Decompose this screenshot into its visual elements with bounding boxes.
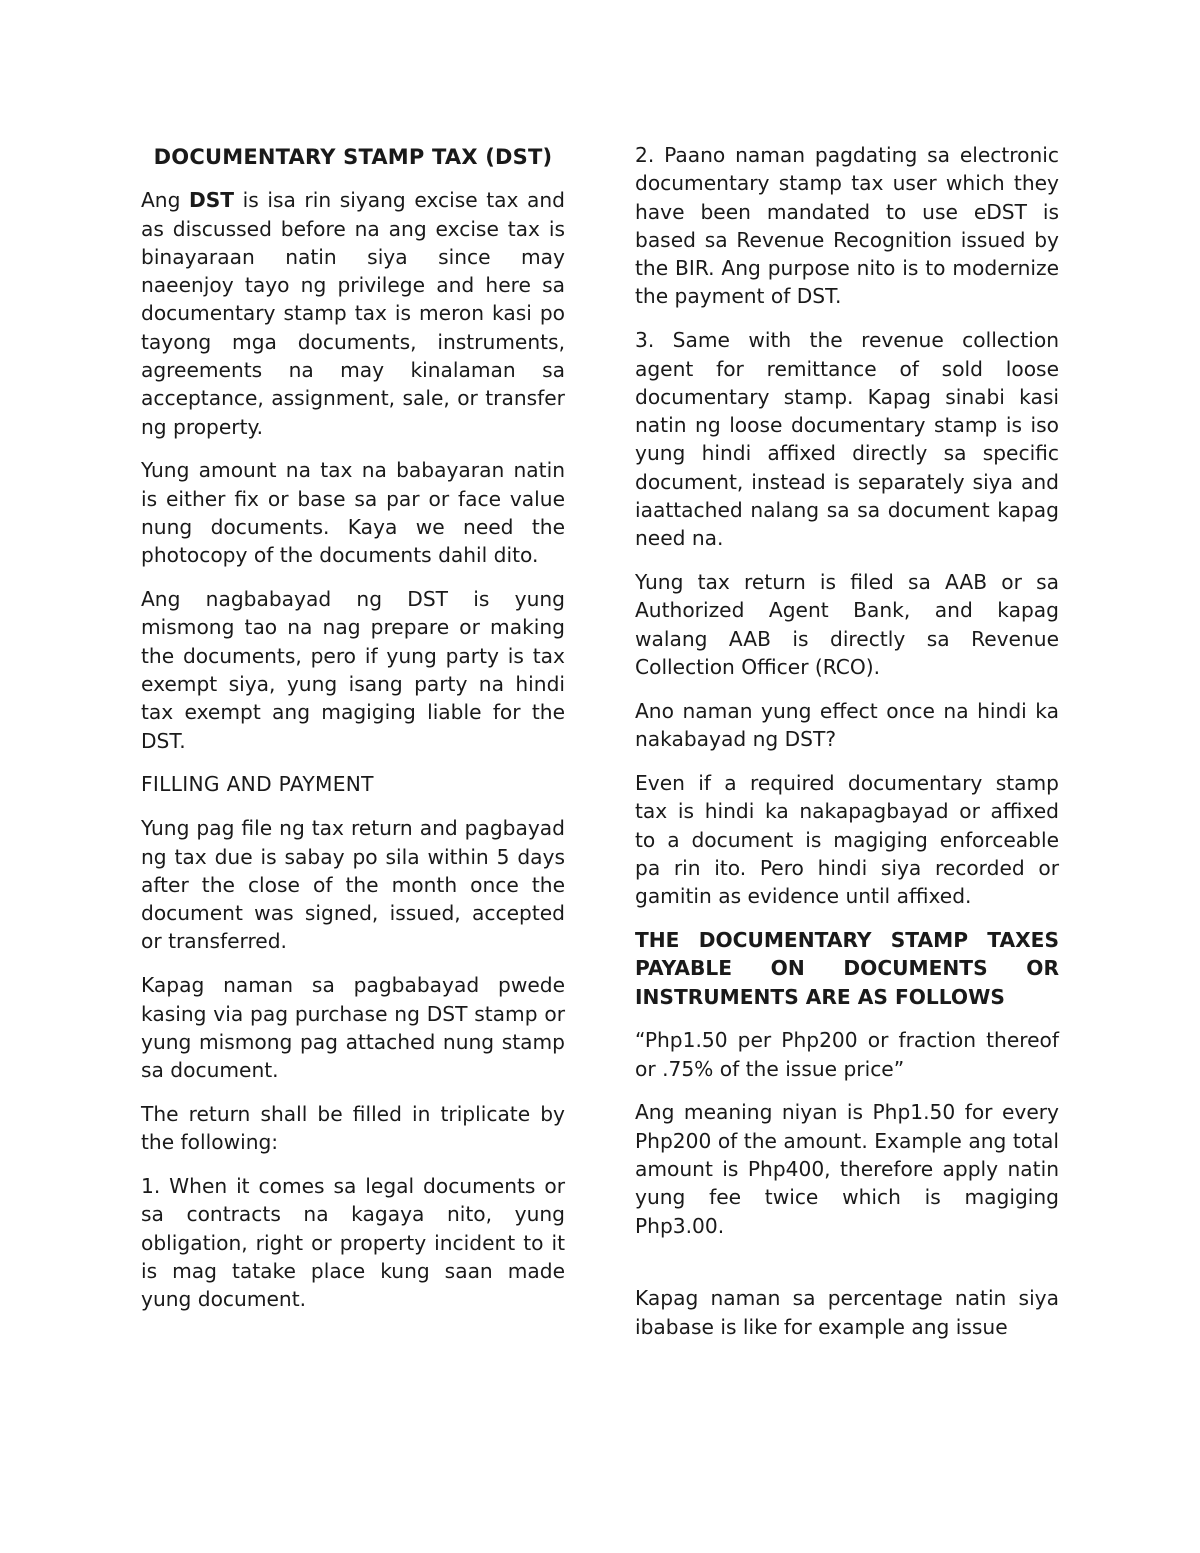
meaning-paragraph: Ang meaning niyan is Php1.50 for every Php200 of the amount. Example ang total amount is Php400, therefore apply natin yung fee twice which is magiging Php3.00.	[635, 1100, 1059, 1238]
blank-line	[635, 1255, 1059, 1284]
document-title: DOCUMENTARY STAMP TAX (DST)	[153, 145, 553, 169]
return-paragraph: Yung tax return is filed sa AAB or sa Authorized Agent Bank, and kapag walang AAB is directly sa Revenue Collection Officer (RCO).	[635, 570, 1059, 680]
right-column	[635, 141, 1059, 1356]
effect-answer: Even if a required documentary stamp tax is hindi ka nakapagbayad or affixed to a document is magiging enforceable pa rin ito. Pero hindi siya recorded or gamitin as evidence until affixed.	[635, 770, 1059, 909]
taxes-heading: THE DOCUMENTARY STAMP TAXES PAYABLE ON DOCUMENTS OR INSTRUMENTS ARE AS FOLLOWS	[635, 927, 1059, 1009]
intro-rest: is isa rin siyang excise tax and as discussed before na ang excise tax is binayaraan natin siya since may naeenjoy tayo ng privilege and here sa documentary stamp tax is meron kasi po tayong mga documents, instruments, agreements na may kinalaman sa acceptance, assignment, sale, or transfer ng property.	[141, 188, 565, 439]
left-column	[141, 141, 565, 1329]
payer-paragraph: Ang nagbabayad ng DST is yung mismong tao na nag prepare or making the documents, pero if yung party is tax exempt siya, yung isang party na hindi tax exempt ang magiging liable for the DST.	[141, 587, 565, 753]
purchase-paragraph: Kapag naman sa pagbabayad pwede kasing via pag purchase ng DST stamp or yung mismong pag attached nung stamp sa document.	[141, 973, 565, 1083]
amount-paragraph: Yung amount na tax na babayaran natin is either fix or base sa par or face value nung documents. Kaya we need the photocopy of the documents dahil dito.	[141, 458, 565, 568]
triplicate-paragraph: The return shall be filled in triplicate by the following:	[141, 1101, 565, 1155]
effect-question: Ano naman yung effect once na hindi ka nakabayad ng DST?	[635, 698, 1059, 752]
item-2-paragraph: 2. Paano naman pagdating sa electronic documentary stamp tax user which they have been mandated to use eDST is based sa Revenue Recognition issued by the BIR. Ang purpose nito is to modernize the payment of DST.	[635, 143, 1059, 309]
intro-prefix: Ang	[141, 188, 189, 213]
filing-paragraph: Yung pag file ng tax return and pagbayad ng tax due is sabay po sila within 5 days after the close of the month once the document was signed, issued, accepted or transferred.	[141, 816, 565, 954]
filing-heading: FILLING AND PAYMENT	[141, 772, 374, 797]
percentage-paragraph: Kapag naman sa percentage natin siya ibabase is like for example ang issue	[635, 1286, 1059, 1339]
item-1-paragraph: 1. When it comes sa legal documents or sa contracts na kagaya nito, yung obligation, right or property incident to it is mag tatake place kung saan made yung document.	[141, 1174, 565, 1312]
quote-paragraph: “Php1.50 per Php200 or fraction thereof or .75% of the issue price”	[635, 1028, 1059, 1081]
intro-bold-dst: DST	[189, 188, 235, 213]
item-3-paragraph: 3. Same with the revenue collection agent for remittance of sold loose documentary stamp. Kapag sinabi kasi natin ng loose documentary stamp is iso yung hindi affixed directly sa specific document, instead is separately siya and iaattached nalang sa sa document kapag need na.	[635, 328, 1059, 551]
intro-paragraph	[141, 186, 565, 441]
